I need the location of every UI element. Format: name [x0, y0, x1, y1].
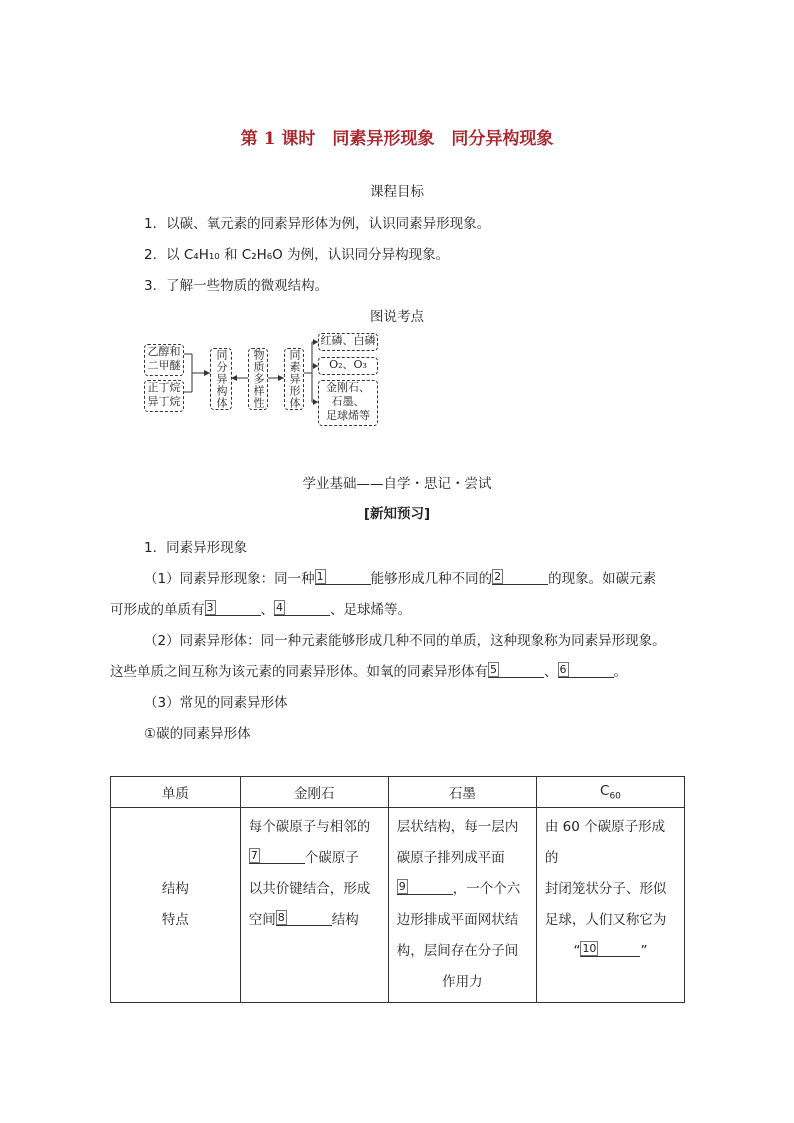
goals-heading: 课程目标 — [370, 184, 424, 200]
cell-diamond-structure: 每个碳原子与相邻的 7 个碳原子 以共价键结合，形成 空间 8 结构 — [240, 808, 388, 1003]
cell-graphite-structure: 层状结构，每一层内 碳原子排列成平面 9 ，一个个六 边形排成平面网状结 构，层间存在分子间 作用力 — [388, 808, 536, 1003]
blank-5[interactable]: 5 — [488, 663, 544, 678]
blank-6[interactable]: 6 — [558, 663, 614, 678]
blank-1[interactable]: 1 — [315, 570, 371, 585]
diagram-butane-box: 正丁烷 异丁烷 — [144, 380, 184, 412]
diagram-heading: 图说考点 — [370, 309, 424, 325]
blank-2[interactable]: 2 — [492, 570, 548, 585]
goal-2: 2．以 C₄H₁₀ 和 C₂H₆O 为例，认识同分异构现象。 — [144, 247, 450, 263]
header-substance: 单质 — [111, 777, 241, 808]
cell-c60-structure: 由 60 个碳原子形成的 封闭笼状分子、形似 足球，人们又称它为 “ 10 ” — [536, 808, 684, 1003]
header-diamond: 金刚石 — [240, 777, 388, 808]
goal-3: 3．了解一些物质的微观结构。 — [144, 278, 329, 294]
section-heading: 学业基础——自学・思记・尝试 — [302, 476, 492, 492]
paragraph-2-line-2: 这些单质之间互称为该元素的同素异形体。如氧的同素异形体有 5 、 6 。 — [110, 663, 627, 680]
paragraph-2-line-1: （2）同素异形体：同一种元素能够形成几种不同的单质，这种现象称为同素异形现象。 — [144, 633, 666, 649]
blank-10[interactable]: 10 — [580, 942, 640, 957]
blank-7[interactable]: 7 — [249, 849, 305, 864]
paragraph-3: （3）常见的同素异形体 — [144, 695, 288, 711]
blank-4[interactable]: 4 — [274, 601, 330, 616]
diagram-allotrope-box: 同素异形体 — [284, 348, 304, 410]
paragraph-1-line-1: （1）同素异形现象：同一种 1 能够形成几种不同的 2 的现象。如碳元素 — [144, 570, 657, 587]
diagram-phosphorus-box: 红磷、白磷 — [318, 333, 378, 351]
row-label-structure: 结构 特点 — [111, 808, 241, 1003]
header-graphite: 石墨 — [388, 777, 536, 808]
diagram-carbon-box: 金刚石、 石墨、 足球烯等 — [318, 380, 378, 426]
blank-9[interactable]: 9 — [397, 880, 453, 895]
diagram-isomer-box: 同分异构体 — [210, 348, 232, 410]
diagram-diversity-box: 物质多样性 — [248, 348, 268, 410]
diagram-ethanol-box: 乙醇和 二甲醚 — [144, 344, 184, 376]
page-title: 第 1 课时 同素异形现象 同分异构现象 — [240, 129, 554, 149]
goal-1: 1．以碳、氧元素的同素异形体为例，认识同素异形现象。 — [144, 216, 491, 232]
carbon-allotrope-table — [110, 776, 685, 1003]
paragraph-1-line-2: 可形成的单质有 3 、 4 、足球烯等。 — [110, 601, 411, 618]
header-c60: $C_{60}$ — [536, 777, 684, 808]
subsection-heading: [新知预习] — [363, 506, 431, 522]
table-header-row — [111, 777, 685, 808]
blank-8[interactable]: 8 — [276, 911, 332, 926]
table-row — [111, 808, 685, 1003]
paragraph-4: ①碳的同素异形体 — [144, 726, 251, 742]
diagram-oxygen-box: O₂、O₃ — [318, 357, 378, 375]
blank-3[interactable]: 3 — [205, 601, 261, 616]
item-1-heading: 1．同素异形现象 — [144, 540, 248, 556]
